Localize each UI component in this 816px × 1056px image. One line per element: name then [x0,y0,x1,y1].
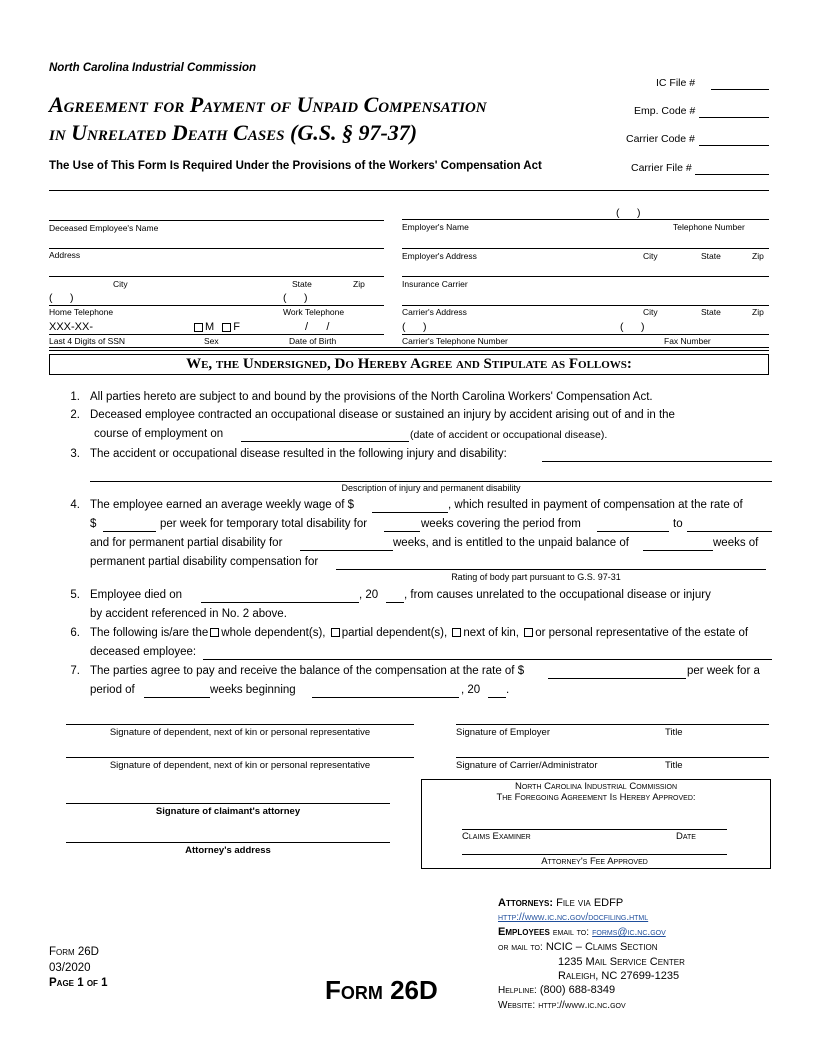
work-tel-label: Work Telephone [283,307,345,317]
carrier-city-label: City [643,307,658,317]
footer-contact [498,896,685,1013]
carrier-address-label: Carrier's Address [402,307,467,317]
item-number: 2. [70,409,80,421]
approval-line1: North Carolina Industrial Commission [514,781,678,792]
dependent-signature-line-1[interactable] [66,724,414,725]
dob-label: Date of Birth [289,336,337,346]
website-text[interactable]: http://www.ic.nc.gov [538,1000,626,1011]
ppd-weeks-field[interactable] [300,550,393,551]
item-number: 3. [70,448,80,460]
attorney-address-label: Attorney's address [185,845,271,856]
header-divider [49,190,769,191]
claims-examiner-label: Claims Examiner [462,831,531,842]
form-subtitle: The Use of This Form Is Required Under the Provisions of the Workers' Compensation Act [49,160,542,172]
item-6-lead: The following is/are the [90,627,209,639]
item-4-line1b: , which resulted in payment of compensation at the rate of [448,499,743,511]
item-3-text: The accident or occupational disease resulted in the following injury and disability: [90,448,507,460]
item-6-line1 [90,627,748,639]
whole-dependent-label: whole dependent(s), [221,627,326,639]
carrier-address-field[interactable] [402,305,769,306]
next-of-kin-label: next of kin, [463,627,519,639]
fax-label: Fax Number [664,336,711,346]
carrier-signature-line[interactable] [456,757,769,758]
approval-date-label: Date [676,831,696,842]
period-to-field[interactable] [687,531,772,532]
male-label: M [205,321,215,333]
email-link[interactable]: forms@ic.nc.gov [592,927,666,938]
item-number: 1. [70,391,80,403]
partial-dependent-label: partial dependent(s), [341,627,448,639]
injury-date-field[interactable] [241,441,409,442]
employer-name-field[interactable] [402,219,769,220]
attorney-address-line[interactable] [66,842,390,843]
employer-address-label: Employer's Address [402,251,477,261]
female-checkbox[interactable] [222,323,231,332]
file-via-text: File via EDFP [556,897,624,909]
attorney-signature-label: Signature of claimant's attorney [155,806,301,817]
footer-form-name: Form 26D [49,946,99,958]
carrier-tel-label: Carrier's Telephone Number [402,336,508,346]
item-7-line2c: , 20 [461,684,481,696]
city-label: City [113,279,128,289]
carrier-file-field[interactable] [695,174,769,175]
item-4-line1a: The employee earned an average weekly wage of $ [90,499,355,511]
whole-dependent-checkbox[interactable] [210,628,219,637]
mail-line [498,940,685,955]
insurance-carrier-label: Insurance Carrier [402,279,468,289]
page-of: of [86,977,98,989]
telephone-number-label: Telephone Number [673,222,745,232]
filing-url-line [498,910,685,925]
email-to-text: email to: [552,927,590,938]
employer-state-label: State [701,251,721,261]
ttd-rate-field[interactable] [103,531,156,532]
approval-line2: The Foregoing Agreement Is Hereby Approved: [496,792,696,803]
street-line [498,955,685,969]
personal-rep-checkbox[interactable] [524,628,533,637]
address-field[interactable] [49,248,384,249]
injury-description-field-2[interactable] [90,481,772,482]
home-tel-parens: ( ) [49,292,74,304]
deceased-name-field[interactable] [49,220,384,221]
item-4-dollar: $ [90,518,97,530]
dependent-signature-label-2: Signature of dependent, next of kin or personal representative [109,760,371,771]
item-number: 4. [70,499,80,511]
partial-dependent-checkbox[interactable] [331,628,340,637]
dependent-names-field[interactable] [203,659,772,660]
telephone-field[interactable] [49,305,384,306]
employer-zip-label: Zip [752,251,764,261]
carrier-state-label: State [701,307,721,317]
form-title-line1: Agreement for Payment of Unpaid Compensation [49,92,487,117]
ssn-prefix: XXX-XX- [49,321,94,333]
beginning-date-field[interactable] [312,697,459,698]
employer-title-label: Title [665,727,683,738]
helpline-label: Helpline: [498,985,537,996]
page-prefix: Page [49,977,75,989]
item-4-line2a: per week for temporary total disability for [160,518,368,530]
dob-slashes: / / [305,321,330,333]
item-4-line3b: weeks, and is entitled to the unpaid balance of [393,537,629,549]
city-state-zip-field[interactable] [49,276,384,277]
footer-date: 03/2020 [49,962,91,974]
employer-address-field[interactable] [402,248,769,249]
deceased-name-label: Deceased Employee's Name [49,223,159,233]
item-2-line2-end: (date of accident or occupational disease). [410,429,608,441]
address-label: Address [49,250,81,260]
item-2-line1: Deceased employee contracted an occupational disease or sustained an injury by accident arising out of and in the [90,409,675,421]
zip-label: Zip [353,279,365,289]
female-label: F [233,321,241,333]
item-4-line3c: weeks of [713,537,759,549]
attorney-signature-line[interactable] [66,803,390,804]
item-4-line2b: weeks covering the period from [421,518,581,530]
item-1-text: All parties hereto are subject to and bound by the provisions of the North Carolina Workers' Compensation Act. [90,391,653,403]
beginning-year-field[interactable] [488,697,506,698]
carrier-tel-parens: ( ) [402,321,427,333]
attorney-fee-label: Attorney's Fee Approved [541,856,648,867]
street-text: 1235 Mail Service Center [558,956,685,968]
ssn-sex-dob-field[interactable] [49,334,384,335]
male-checkbox[interactable] [194,323,203,332]
emp-code-label: Emp. Code # [634,105,696,117]
city-line [498,969,685,983]
attorneys-line [498,896,685,910]
ic-file-label: IC File # [656,77,696,89]
helpline-line [498,983,685,998]
item-5-line2: by accident referenced in No. 2 above. [90,608,287,620]
item-7-line1b: per week for a [687,665,760,677]
item-number: 5. [70,589,80,601]
ncic-text: NCIC – Claims Section [545,941,658,953]
employer-signature-line[interactable] [456,724,769,725]
dependent-signature-label-1: Signature of dependent, next of kin or personal representative [109,727,371,738]
item-5-line1c: , from causes unrelated to the occupational disease or injury [404,589,711,601]
death-year-field[interactable] [386,602,404,603]
balance-rate-field[interactable] [548,678,686,679]
approval-box [421,779,771,869]
injury-description-field-1[interactable] [542,461,772,462]
insurance-carrier-field[interactable] [402,276,769,277]
weekly-wage-field[interactable] [372,512,448,513]
balance-weeks-field[interactable] [144,697,210,698]
item-4-line3a: and for permanent partial disability for [90,537,283,549]
item-number: 7. [70,665,80,677]
item-3-caption: Description of injury and permanent disability [341,483,521,493]
mail-to-text: or mail to: [498,942,543,953]
page-number: 1 [77,977,84,989]
website-label: Website: [498,1000,536,1011]
employer-signature-label: Signature of Employer [456,727,550,738]
item-5-line1a: Employee died on [90,589,183,601]
carrier-signature-label: Signature of Carrier/Administrator [456,760,598,771]
item-2-line2: course of employment on [94,428,224,440]
double-rule [49,347,769,351]
item-6-line2: deceased employee: [90,646,197,658]
helpline-number: (800) 688-8349 [539,984,616,996]
attorneys-label: Attorneys: [498,897,554,909]
carrier-tel-field[interactable] [402,334,769,335]
item-4-line4: permanent partial disability compensation for [90,556,319,568]
item-4-caption: Rating of body part pursuant to G.S. 97-31 [451,572,621,582]
item-4-to: to [673,518,683,530]
item-7-line1a: The parties agree to pay and receive the balance of the compensation at the rate of $ [90,665,525,677]
personal-rep-label: or personal representative of the estate of [535,627,749,639]
employer-tel-parens: ( ) [616,207,641,219]
fax-parens: ( ) [620,321,645,333]
carrier-title-label: Title [665,760,683,771]
employer-name-label: Employer's Name [402,222,469,232]
ic-file-field[interactable] [711,89,769,90]
ssn-label: Last 4 Digits of SSN [49,336,126,346]
emp-code-field[interactable] [699,117,769,118]
carrier-zip-label: Zip [752,307,764,317]
work-tel-parens: ( ) [283,292,308,304]
next-of-kin-checkbox[interactable] [452,628,461,637]
death-date-field[interactable] [201,602,359,603]
sex-label: Sex [204,336,219,346]
website-line [498,998,685,1013]
sex-options [192,321,240,333]
employees-line [498,925,685,940]
form-title-line2: in Unrelated Death Cases (G.S. § 97-37) [49,120,418,145]
unpaid-weeks-field[interactable] [643,550,713,551]
agreement-heading [49,354,769,375]
state-label: State [292,279,312,289]
city-text: Raleigh, NC 27699-1235 [558,970,680,982]
claims-examiner-line[interactable] [462,829,727,830]
body-rating-field[interactable] [336,569,766,570]
page-total: 1 [101,977,108,989]
item-5-line1b: , 20 [359,589,379,601]
agreement-heading-text: We, the Undersigned, Do Hereby Agree and Stipulate as Follows: [186,356,632,372]
carrier-code-field[interactable] [699,145,769,146]
attorney-fee-line[interactable] [462,854,727,855]
dependent-signature-line-2[interactable] [66,757,414,758]
period-from-field[interactable] [597,531,669,532]
footer-page [49,977,108,989]
item-number: 6. [70,627,80,639]
item-7-line2a: period of [90,684,135,696]
carrier-file-label: Carrier File # [631,162,692,174]
filing-url-link[interactable]: http://www.ic.nc.gov/docfiling.html [498,912,649,923]
home-tel-label: Home Telephone [49,307,114,317]
commission-name: North Carolina Industrial Commission [49,62,257,74]
employer-city-label: City [643,251,658,261]
employees-label: Employees [498,926,550,938]
ttd-weeks-field[interactable] [384,531,420,532]
item-7-line2d: . [506,684,510,696]
item-7-line2b: weeks beginning [210,684,296,696]
carrier-code-label: Carrier Code # [626,133,695,145]
footer-big-title: Form 26D [325,975,438,1005]
